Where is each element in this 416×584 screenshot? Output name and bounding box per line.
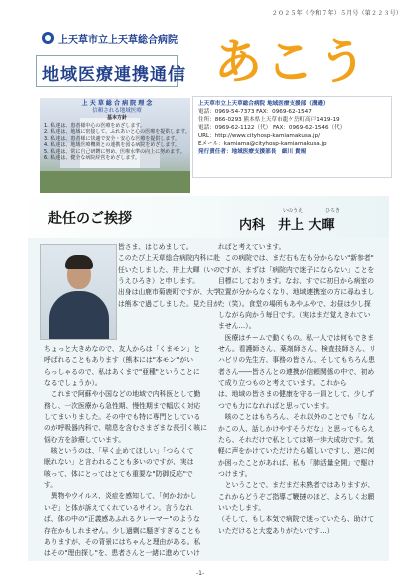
- newsletter-name: あこう: [214, 34, 371, 90]
- contact-url[interactable]: URL：http://www.cityhosp-kamiamakusa.jp/: [198, 133, 320, 139]
- contact-box: [192, 96, 392, 178]
- publisher: 発行責任者：地域医療支援部長 細川 貴規: [198, 149, 307, 155]
- contact-address: 住所：866-0293 熊本県上天草市龍ケ岳町高戸1419-19: [198, 117, 340, 123]
- policy-heading: 基本方針: [106, 115, 127, 121]
- contact-phone: 電話：0969-54-7373 FAX：0969-62-1547: [198, 109, 312, 115]
- policy-item: 3. 私達は、患者様に快適で安全・安心な医療を提供します。: [44, 135, 180, 142]
- page-number: -1-: [196, 570, 205, 577]
- philosophy-title: 上 天 草 総 合 病 院 理 念: [81, 100, 153, 107]
- hospital-name: 上天草市立上天草総合病院: [58, 35, 178, 46]
- hospital-philosophy: [44, 101, 190, 162]
- policy-item: 5. 私達は、常に自己研鑽に努め、医療水準の向上に努めます。: [44, 148, 185, 155]
- philosophy-subtitle: 信頼される地域医療: [92, 107, 142, 114]
- author-photo: [40, 244, 117, 340]
- contact-email[interactable]: Eメール：kamiama@cityhosp-kamiamakusa.jp: [198, 141, 327, 147]
- policy-item: 1. 私達は、患者様中心の医療をめざします。: [44, 122, 145, 129]
- policy-item: 4. 私達は、地域医療機関との連携を図る病院をめざします。: [44, 142, 180, 148]
- ruby-surname: いのうえ: [283, 208, 304, 214]
- ruby-given: ひろき: [325, 208, 341, 214]
- article-title: 赴任のご挨拶: [48, 211, 132, 227]
- article-column-left: ちょっと大きめなので、友人からは「くまモン」と 呼ばれることもあります（熊本には"本モン"がい らっしゃるので、私はあくまで"亜種"ということに なるでしょうか）。 これまで阿蘇や小国などの地域で内科医として勤 務し、一次医療から急性期、慢性期まで幅広く対応 してまいりました。その中でも特に専門としている のが呼吸器内科で、喘息を含むさまざまな長引く咳に 悩む方を診療しています。 咳というのは、「早く止めてほしい」「つらくて 眠れない」と言われることも多いのですが、実は 咳って、体にとってはとても重要な"防御反応"で す。 異物やウイルス、炎症を感知して、「何かおかし いぞ」と体が訴えてくれているサイン。言うなれ ば、体の中の"正義感あふれるクレーマー"のような 存在かもしれません。少し過剰に騒ぎすぎることも ありますが、その背景にはちゃんと理由がある。私 はその"理由探し"を、患者さんと一緒に進めていけ: [44, 345, 207, 558]
- newsletter-title: 地域医療連携通信: [42, 65, 186, 85]
- hospital-logo-icon: [42, 32, 54, 44]
- contact-main-phone: 電話：0969-62-1122（代） FAX：0969-62-1546（代）: [198, 125, 346, 131]
- author-name: 内科 井上 大暉: [239, 218, 335, 233]
- contact-department: 上天草市立上天草総合病院 地域医療支援部（溝邉）: [198, 101, 329, 107]
- issue-date: ２０２５年（令和７年）５月号（第２２３号）: [271, 10, 402, 17]
- article-column-top: 皆さま、はじめまして。 このたび上天草総合病院内科に赴 任いたしました、井上大暉（いの うえひろき）と申します。 出身は山鹿市菊鹿町ですが、大学 は熊本で過ごしました。見た目が: [118, 243, 220, 308]
- policy-item: 6. 私達は、健全な病院経営をめざします。: [44, 155, 140, 161]
- policy-item: 2. 私達は、地域に密接して、ふれあいと心の医療を提供します。: [44, 129, 190, 135]
- article-column-right: ればと考えています。 この病院では、まだ右も左も分からない"新参者" ですが、まずは「病院内で迷子にならない」ことを 目標にしております。なお、すでに初日から病室の 位置が分からなくなり、地域連携室の方に尋ねまし た（笑）。食堂の場所もあやふやで、お昼は少し探 しながら向かう毎日です。（実はまだ覚えきれてい ません…）。 医療はチームで動くもの。私一人では何もできま せん。看護師さん、薬剤師さん、検査技師さん、リ ハビリの先生方、事務の皆さん、そしてもちろん患 者さん――皆さんとの連携が信頼関係の中で、初め て成り立つものと考えています。これから は、地域の皆さまの健康を守る一員として、少しず つでも力になれればと思っています。 咳のことはもちろん、それ以外のことでも「なん かこの人、話しかけやすそうだな」と思ってもらえ たら、それだけで私としては第一歩大成功です。気 軽に声をかけていただけたら嬉しいですし、逆に何 か困ったことがあれば、私も「肺活量全開」で駆け つけます。 ということで、まだまだ未熟者ではありますが、 これからどうぞご指導ご鞭撻のほど、よろしくお願 いいたします。 （そして、もし本気で病院で迷っていたら、助けて いただけると大変ありがたいです…）: [218, 243, 376, 535]
